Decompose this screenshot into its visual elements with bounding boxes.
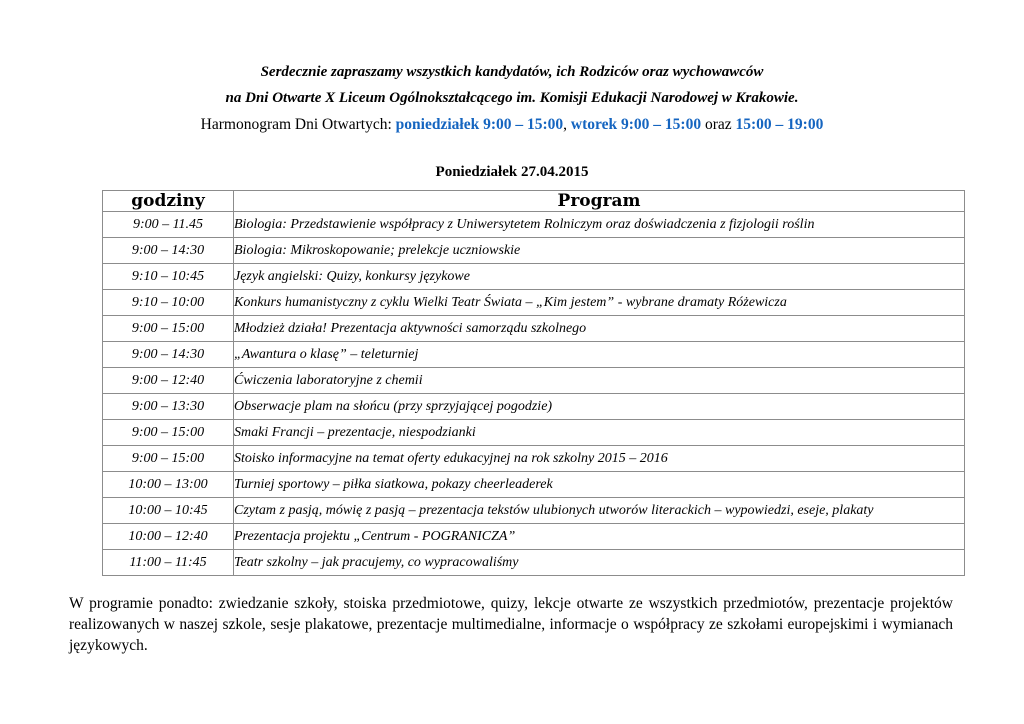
row-time: 9:00 – 15:00: [103, 420, 234, 446]
row-program: Biologia: Mikroskopowanie; prelekcje uczniowskie: [234, 238, 965, 264]
table-row: [103, 472, 965, 498]
table-row: [103, 316, 965, 342]
table-row: [103, 498, 965, 524]
table-row: [103, 238, 965, 264]
row-time: 9:00 – 13:30: [103, 394, 234, 420]
table-body: [103, 212, 965, 576]
footer-paragraph: W programie ponadto: zwiedzanie szkoły, stoiska przedmiotowe, quizy, lekcje otwarte ze wszystkich przedmiotów, prezentacje projektów realizowanych w naszej szkole, sesje plakatowe, prezentacje multimedialne, informacje o współpracy ze szkołami europejskimi i wymianach językowych.: [69, 595, 953, 654]
row-time: 10:00 – 12:40: [103, 524, 234, 550]
row-program: Biologia: Przedstawienie współpracy z Uniwersytetem Rolniczym oraz doświadczenia z fizjologii roślin: [234, 212, 965, 238]
schedule-prefix: Harmonogram Dni Otwartych:: [200, 116, 396, 133]
row-program: Ćwiczenia laboratoryjne z chemii: [234, 368, 965, 394]
row-program: Konkurs humanistyczny z cyklu Wielki Teatr Świata – „Kim jestem” - wybrane dramaty Różewicza: [234, 290, 965, 316]
row-time: 9:00 – 15:00: [103, 446, 234, 472]
row-program: Teatr szkolny – jak pracujemy, co wypracowaliśmy: [234, 550, 965, 576]
table-row: [103, 550, 965, 576]
table-header-row: [103, 191, 965, 212]
row-program: „Awantura o klasę” – teleturniej: [234, 342, 965, 368]
row-program: Turniej sportowy – piłka siatkowa, pokazy cheerleaderek: [234, 472, 965, 498]
table-row: [103, 342, 965, 368]
table-row: [103, 524, 965, 550]
row-time: 10:00 – 10:45: [103, 498, 234, 524]
row-program: Czytam z pasją, mówię z pasją – prezentacja tekstów ulubionych utworów literackich – wypowiedzi, eseje, plakaty: [234, 498, 965, 524]
invitation-line-2: na Dni Otwarte X Liceum Ogólnokształcącego im. Komisji Edukacji Narodowej w Krakowie.: [225, 90, 799, 106]
invitation-line-1: Serdecznie zapraszamy wszystkich kandydatów, ich Rodziców oraz wychowawców: [260, 64, 764, 80]
row-time: 9:00 – 14:30: [103, 238, 234, 264]
table-row: [103, 394, 965, 420]
row-time: 9:00 – 12:40: [103, 368, 234, 394]
row-program: Język angielski: Quizy, konkursy językowe: [234, 264, 965, 290]
row-program: Młodzież działa! Prezentacja aktywności samorządu szkolnego: [234, 316, 965, 342]
row-program: Obserwacje plam na słońcu (przy sprzyjającej pogodzie): [234, 394, 965, 420]
header-program: Program: [234, 191, 965, 212]
row-time: 9:00 – 14:30: [103, 342, 234, 368]
row-program: Prezentacja projektu „Centrum - POGRANICZA”: [234, 524, 965, 550]
schedule-oraz: oraz: [701, 116, 736, 133]
schedule-comma: ,: [563, 116, 571, 133]
program-table: [102, 190, 965, 576]
table-row: [103, 420, 965, 446]
schedule-tuesday: wtorek 9:00 – 15:00: [570, 116, 702, 133]
row-program: Smaki Francji – prezentacje, niespodzianki: [234, 420, 965, 446]
row-time: 11:00 – 11:45: [103, 550, 234, 576]
row-time: 9:10 – 10:45: [103, 264, 234, 290]
table-row: [103, 446, 965, 472]
schedule-monday: poniedziałek 9:00 – 15:00: [395, 116, 564, 133]
table-row: [103, 368, 965, 394]
table-row: [103, 264, 965, 290]
row-time: 9:00 – 11.45: [103, 212, 234, 238]
table-row: [103, 290, 965, 316]
table-row: [103, 212, 965, 238]
schedule-line: [0, 116, 1024, 134]
row-time: 10:00 – 13:00: [103, 472, 234, 498]
header-hours: godziny: [103, 191, 234, 212]
row-program: Stoisko informacyjne na temat oferty edukacyjnej na rok szkolny 2015 – 2016: [234, 446, 965, 472]
row-time: 9:10 – 10:00: [103, 290, 234, 316]
schedule-evening: 15:00 – 19:00: [735, 116, 824, 133]
day-title: Poniedziałek 27.04.2015: [435, 164, 589, 180]
row-time: 9:00 – 15:00: [103, 316, 234, 342]
